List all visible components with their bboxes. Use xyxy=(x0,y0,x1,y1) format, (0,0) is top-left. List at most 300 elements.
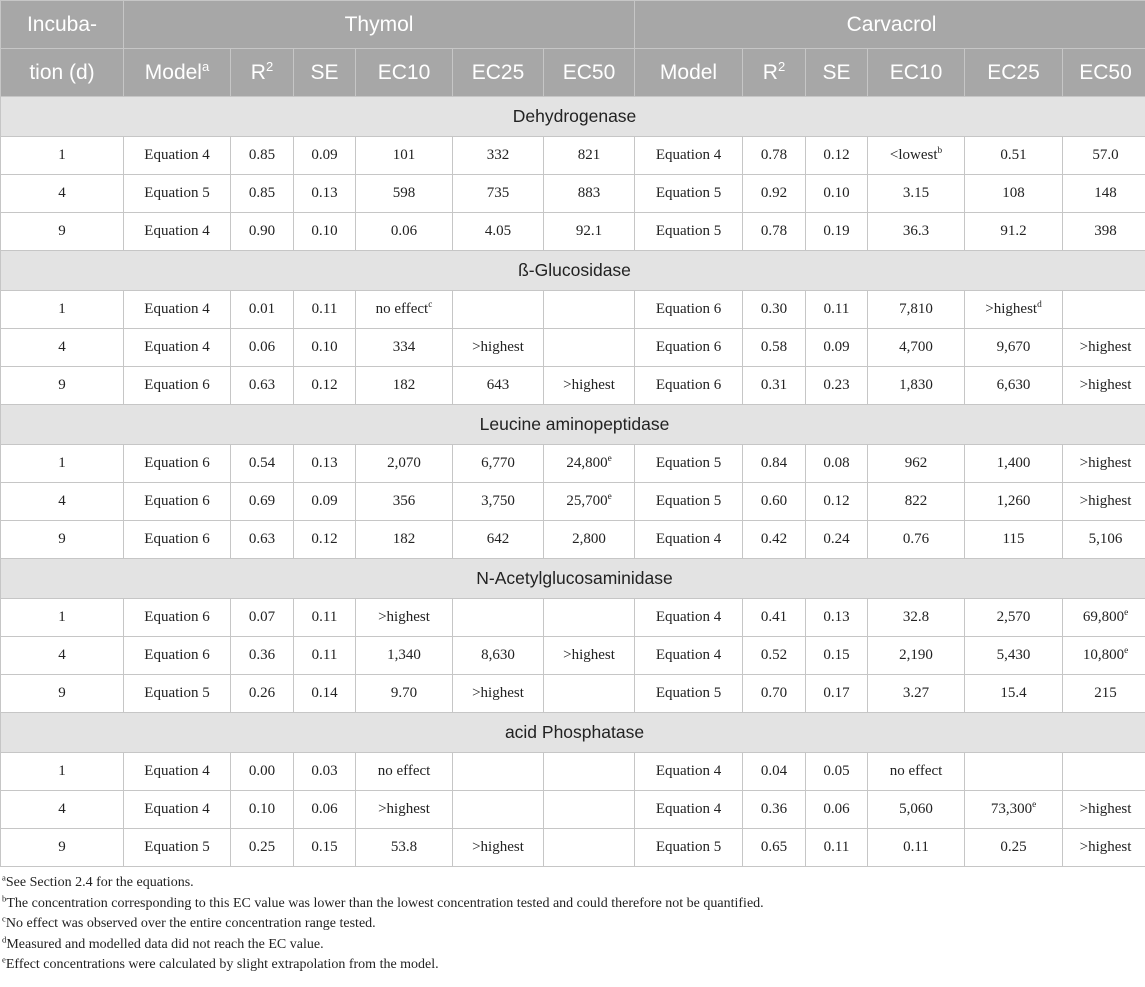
cell-value: 2,070 xyxy=(387,455,421,471)
day-cell: 4 xyxy=(1,637,124,675)
carvacrol-model-cell: Equation 6 xyxy=(635,329,743,367)
thymol-ec50-cell xyxy=(544,521,635,559)
cell-value: 25,700 xyxy=(566,493,608,509)
cell-value: 8,630 xyxy=(481,647,515,663)
thymol-model-cell: Equation 6 xyxy=(124,367,231,405)
footnote-text: Effect concentrations were calculated by slight extrapolation from the model. xyxy=(5,957,439,972)
cell-value: 598 xyxy=(392,185,416,201)
carvacrol-ec10-cell xyxy=(868,675,965,713)
cell-value: 332 xyxy=(486,147,510,163)
cell-value: 32.8 xyxy=(902,609,930,625)
section-title: acid Phosphatase xyxy=(1,713,1145,753)
carvacrol-ec10-cell xyxy=(868,175,965,213)
footnote-mark: d xyxy=(2,933,7,944)
thymol-ec25-cell xyxy=(453,137,544,175)
thymol-se-cell: 0.11 xyxy=(294,637,356,675)
cell-value: >highest xyxy=(1079,377,1132,393)
cell-value: <lowest xyxy=(889,147,938,163)
cell-value: 69,800 xyxy=(1082,609,1125,625)
table-row xyxy=(1,329,1145,367)
thymol-r2-cell: 0.85 xyxy=(231,175,294,213)
thymol-ec50-cell xyxy=(544,175,635,213)
cell-value: 3,750 xyxy=(481,493,515,509)
footnote-mark: e xyxy=(1124,608,1129,618)
thymol-ec50-cell xyxy=(544,675,635,713)
thymol-model-cell: Equation 4 xyxy=(124,137,231,175)
carvacrol-ec50-cell xyxy=(1063,675,1145,713)
thymol-se-cell: 0.10 xyxy=(294,213,356,251)
table-body xyxy=(1,97,1145,867)
cell-value: 92.1 xyxy=(575,223,603,239)
carvacrol-header: Carvacrol xyxy=(635,1,1145,49)
thymol-model-header xyxy=(124,49,231,97)
thymol-r2-cell: 0.63 xyxy=(231,367,294,405)
carvacrol-ec25-cell xyxy=(965,753,1063,791)
carvacrol-se-cell: 0.23 xyxy=(806,367,868,405)
table-row xyxy=(1,291,1145,329)
footnote-text: Measured and modelled data did not reach the EC value. xyxy=(6,936,324,952)
thymol-ec50-cell xyxy=(544,445,635,483)
footnote-mark: e xyxy=(607,492,612,502)
cell-value: 182 xyxy=(392,531,416,547)
cell-value: 5,060 xyxy=(899,801,933,817)
carvacrol-se-cell: 0.17 xyxy=(806,675,868,713)
day-cell: 1 xyxy=(1,753,124,791)
carvacrol-model-cell: Equation 4 xyxy=(635,521,743,559)
thymol-r2-cell: 0.07 xyxy=(231,599,294,637)
carvacrol-ec25-cell xyxy=(965,791,1063,829)
carvacrol-model-cell: Equation 5 xyxy=(635,483,743,521)
carvacrol-ec10-cell xyxy=(868,445,965,483)
cell-value: no effect xyxy=(889,763,943,779)
thymol-ec10-cell xyxy=(356,445,453,483)
thymol-ec10-cell xyxy=(356,829,453,867)
cell-value: >highest xyxy=(1079,839,1132,855)
section-title: Leucine aminopeptidase xyxy=(1,405,1145,445)
thymol-model-cell: Equation 6 xyxy=(124,521,231,559)
section-row xyxy=(1,559,1145,599)
thymol-se-cell: 0.09 xyxy=(294,137,356,175)
carvacrol-r2-header xyxy=(743,49,806,97)
footnote-mark: e xyxy=(1124,646,1129,656)
carvacrol-model-cell: Equation 5 xyxy=(635,675,743,713)
thymol-ec50-cell xyxy=(544,791,635,829)
carvacrol-se-cell: 0.12 xyxy=(806,137,868,175)
day-cell: 9 xyxy=(1,675,124,713)
thymol-r2-cell: 0.85 xyxy=(231,137,294,175)
carvacrol-ec10-header: EC10 xyxy=(868,49,965,97)
thymol-r2-cell: 0.25 xyxy=(231,829,294,867)
thymol-r2-header xyxy=(231,49,294,97)
carvacrol-r2-cell: 0.42 xyxy=(743,521,806,559)
carvacrol-ec10-cell xyxy=(868,829,965,867)
incubation-header-top: Incuba- xyxy=(1,1,124,49)
footnote-mark: b xyxy=(2,892,7,903)
thymol-ec10-cell xyxy=(356,791,453,829)
thymol-ec10-cell xyxy=(356,329,453,367)
thymol-r2-cell: 0.01 xyxy=(231,291,294,329)
carvacrol-se-cell: 0.24 xyxy=(806,521,868,559)
cell-value: 57.0 xyxy=(1092,147,1119,163)
carvacrol-model-cell: Equation 5 xyxy=(635,829,743,867)
thymol-ec50-cell xyxy=(544,599,635,637)
carvacrol-ec50-cell xyxy=(1063,329,1145,367)
cell-value: 6,770 xyxy=(481,455,515,471)
thymol-ec10-cell xyxy=(356,367,453,405)
footnote-text: No effect was observed over the entire concentration range tested. xyxy=(5,916,376,931)
footnote-mark: a xyxy=(2,872,6,883)
thymol-ec25-cell xyxy=(453,521,544,559)
section-row xyxy=(1,251,1145,291)
thymol-ec25-cell xyxy=(453,175,544,213)
thymol-r2-cell: 0.00 xyxy=(231,753,294,791)
carvacrol-se-cell: 0.13 xyxy=(806,599,868,637)
cell-value: 642 xyxy=(486,531,510,547)
day-cell: 9 xyxy=(1,367,124,405)
carvacrol-ec10-cell xyxy=(868,367,965,405)
thymol-ec10-cell xyxy=(356,637,453,675)
cell-value: 108 xyxy=(1002,185,1025,201)
carvacrol-ec25-cell xyxy=(965,213,1063,251)
thymol-ec10-cell xyxy=(356,599,453,637)
cell-value: 356 xyxy=(392,493,416,509)
cell-value: 101 xyxy=(392,147,416,163)
thymol-ec10-header: EC10 xyxy=(356,49,453,97)
cell-value: 2,800 xyxy=(572,531,606,547)
thymol-se-cell: 0.03 xyxy=(294,753,356,791)
carvacrol-r2-cell: 0.58 xyxy=(743,329,806,367)
cell-value: 36.3 xyxy=(902,223,930,239)
carvacrol-ec50-header: EC50 xyxy=(1063,49,1145,97)
thymol-ec50-cell xyxy=(544,483,635,521)
carvacrol-ec50-cell xyxy=(1063,599,1145,637)
table-row xyxy=(1,753,1145,791)
carvacrol-ec25-cell xyxy=(965,445,1063,483)
cell-value: 6,630 xyxy=(996,377,1031,393)
thymol-ec25-cell xyxy=(453,637,544,675)
carvacrol-r2-cell: 0.60 xyxy=(743,483,806,521)
footnote-mark: b xyxy=(937,146,943,156)
thymol-ec10-cell xyxy=(356,137,453,175)
cell-value: no effect xyxy=(375,301,429,317)
cell-value: 822 xyxy=(904,493,928,509)
thymol-ec25-cell xyxy=(453,445,544,483)
carvacrol-ec50-cell xyxy=(1063,291,1145,329)
carvacrol-se-cell: 0.15 xyxy=(806,637,868,675)
cell-value: no effect xyxy=(377,763,431,779)
footnote-mark: d xyxy=(1037,300,1042,310)
cell-value: 2,570 xyxy=(996,609,1031,625)
day-cell: 9 xyxy=(1,213,124,251)
carvacrol-ec25-cell xyxy=(965,367,1063,405)
thymol-r2-cell: 0.69 xyxy=(231,483,294,521)
model-label: Model xyxy=(144,60,202,84)
carvacrol-ec50-cell xyxy=(1063,637,1145,675)
carvacrol-model-cell: Equation 4 xyxy=(635,637,743,675)
thymol-r2-cell: 0.63 xyxy=(231,521,294,559)
cell-value: 4,700 xyxy=(899,339,933,355)
cell-value: 15.4 xyxy=(1000,685,1027,701)
cell-value: 334 xyxy=(392,339,416,355)
thymol-ec10-cell xyxy=(356,291,453,329)
thymol-model-cell: Equation 5 xyxy=(124,829,231,867)
carvacrol-r2-cell: 0.84 xyxy=(743,445,806,483)
carvacrol-ec50-cell xyxy=(1063,483,1145,521)
thymol-r2-cell: 0.06 xyxy=(231,329,294,367)
table-row xyxy=(1,213,1145,251)
thymol-se-cell: 0.15 xyxy=(294,829,356,867)
thymol-ec10-cell xyxy=(356,483,453,521)
cell-value: 73,300 xyxy=(990,801,1033,817)
cell-value: 7,810 xyxy=(899,301,933,317)
carvacrol-ec25-cell xyxy=(965,829,1063,867)
carvacrol-ec25-cell xyxy=(965,675,1063,713)
carvacrol-ec25-cell xyxy=(965,483,1063,521)
r2-superscript: 2 xyxy=(265,58,274,74)
thymol-ec50-cell xyxy=(544,367,635,405)
carvacrol-r2-cell: 0.31 xyxy=(743,367,806,405)
cell-value: 115 xyxy=(1002,531,1025,547)
carvacrol-model-cell: Equation 4 xyxy=(635,599,743,637)
carvacrol-r2-cell: 0.52 xyxy=(743,637,806,675)
carvacrol-ec50-cell xyxy=(1063,521,1145,559)
carvacrol-r2-cell: 0.41 xyxy=(743,599,806,637)
thymol-model-cell: Equation 6 xyxy=(124,445,231,483)
thymol-r2-cell: 0.90 xyxy=(231,213,294,251)
thymol-r2-cell: 0.54 xyxy=(231,445,294,483)
carvacrol-se-cell: 0.11 xyxy=(806,291,868,329)
carvacrol-model-cell: Equation 4 xyxy=(635,791,743,829)
model-footnote-mark: a xyxy=(201,58,210,74)
thymol-ec25-cell xyxy=(453,483,544,521)
cell-value: 5,430 xyxy=(996,647,1031,663)
carvacrol-se-cell: 0.11 xyxy=(806,829,868,867)
cell-value: 735 xyxy=(486,185,510,201)
carvacrol-ec50-cell xyxy=(1063,791,1145,829)
day-cell: 4 xyxy=(1,483,124,521)
thymol-se-header: SE xyxy=(294,49,356,97)
table-row xyxy=(1,445,1145,483)
cell-value: 4.05 xyxy=(484,223,512,239)
carvacrol-model-cell: Equation 6 xyxy=(635,291,743,329)
cell-value: >highest xyxy=(472,339,524,355)
carvacrol-ec50-cell xyxy=(1063,367,1145,405)
cell-value: 53.8 xyxy=(390,839,418,855)
table-row xyxy=(1,175,1145,213)
cell-value: >highest xyxy=(1079,339,1132,355)
cell-value: 1,400 xyxy=(996,455,1031,471)
footnote xyxy=(2,955,1143,976)
thymol-ec25-cell xyxy=(453,213,544,251)
day-cell: 4 xyxy=(1,329,124,367)
footnote-mark: e xyxy=(607,454,612,464)
carvacrol-model-cell: Equation 6 xyxy=(635,367,743,405)
thymol-ec25-cell xyxy=(453,753,544,791)
carvacrol-model-cell: Equation 4 xyxy=(635,137,743,175)
carvacrol-ec25-cell xyxy=(965,175,1063,213)
cell-value: 1,830 xyxy=(899,377,933,393)
day-cell: 1 xyxy=(1,599,124,637)
thymol-ec50-cell xyxy=(544,213,635,251)
thymol-se-cell: 0.12 xyxy=(294,521,356,559)
footnote-mark: c xyxy=(428,300,433,310)
table-row xyxy=(1,367,1145,405)
thymol-ec10-cell xyxy=(356,675,453,713)
footnote xyxy=(2,894,1143,915)
cell-value: 0.76 xyxy=(902,531,930,547)
cell-value: >highest xyxy=(472,685,524,701)
thymol-ec50-header: EC50 xyxy=(544,49,635,97)
thymol-se-cell: 0.09 xyxy=(294,483,356,521)
cell-value: 0.25 xyxy=(1000,839,1027,855)
carvacrol-ec25-cell xyxy=(965,599,1063,637)
thymol-ec50-cell xyxy=(544,637,635,675)
cell-value: 2,190 xyxy=(899,647,933,663)
carvacrol-ec50-cell xyxy=(1063,137,1145,175)
section-title: ß-Glucosidase xyxy=(1,251,1145,291)
carvacrol-ec10-cell xyxy=(868,521,965,559)
carvacrol-model-cell: Equation 5 xyxy=(635,445,743,483)
day-cell: 9 xyxy=(1,521,124,559)
thymol-header: Thymol xyxy=(124,1,635,49)
day-cell: 4 xyxy=(1,791,124,829)
thymol-ec25-cell xyxy=(453,367,544,405)
cell-value: >highest xyxy=(1079,801,1132,817)
carvacrol-ec50-cell xyxy=(1063,175,1145,213)
thymol-se-cell: 0.14 xyxy=(294,675,356,713)
carvacrol-r2-cell: 0.70 xyxy=(743,675,806,713)
footnote xyxy=(2,914,1143,935)
footnote xyxy=(2,935,1143,956)
footnotes xyxy=(0,867,1145,976)
thymol-ec50-cell xyxy=(544,137,635,175)
section-row xyxy=(1,713,1145,753)
carvacrol-se-cell: 0.08 xyxy=(806,445,868,483)
carvacrol-ec10-cell xyxy=(868,483,965,521)
thymol-model-cell: Equation 4 xyxy=(124,791,231,829)
cell-value: 0.06 xyxy=(390,223,418,239)
section-row xyxy=(1,405,1145,445)
carvacrol-se-header: SE xyxy=(806,49,868,97)
table-row xyxy=(1,829,1145,867)
carvacrol-r2-cell: 0.92 xyxy=(743,175,806,213)
carvacrol-se-cell: 0.06 xyxy=(806,791,868,829)
thymol-model-cell: Equation 5 xyxy=(124,175,231,213)
cell-value: 10,800 xyxy=(1082,647,1125,663)
carvacrol-r2-cell: 0.65 xyxy=(743,829,806,867)
thymol-ec50-cell xyxy=(544,753,635,791)
thymol-ec25-cell xyxy=(453,599,544,637)
carvacrol-ec10-cell xyxy=(868,791,965,829)
cell-value: >highest xyxy=(1079,493,1132,509)
thymol-model-cell: Equation 4 xyxy=(124,213,231,251)
carvacrol-se-cell: 0.12 xyxy=(806,483,868,521)
cell-value: 1,340 xyxy=(387,647,421,663)
carvacrol-se-cell: 0.05 xyxy=(806,753,868,791)
thymol-se-cell: 0.12 xyxy=(294,367,356,405)
table-row xyxy=(1,137,1145,175)
incubation-header-bottom: tion (d) xyxy=(1,49,124,97)
carvacrol-ec10-cell xyxy=(868,599,965,637)
cell-value: 148 xyxy=(1094,185,1117,201)
footnote-mark: e xyxy=(2,954,6,965)
cell-value: >highest xyxy=(985,301,1038,317)
cell-value: 9,670 xyxy=(996,339,1031,355)
r2-label: R xyxy=(762,60,778,84)
carvacrol-r2-cell: 0.04 xyxy=(743,753,806,791)
thymol-ec10-cell xyxy=(356,753,453,791)
thymol-model-cell: Equation 4 xyxy=(124,291,231,329)
cell-value: >highest xyxy=(563,647,615,663)
cell-value: 1,260 xyxy=(996,493,1031,509)
thymol-r2-cell: 0.36 xyxy=(231,637,294,675)
thymol-model-cell: Equation 6 xyxy=(124,637,231,675)
day-cell: 9 xyxy=(1,829,124,867)
cell-value: >highest xyxy=(378,801,430,817)
thymol-se-cell: 0.13 xyxy=(294,175,356,213)
thymol-r2-cell: 0.26 xyxy=(231,675,294,713)
table-row xyxy=(1,791,1145,829)
carvacrol-model-cell: Equation 5 xyxy=(635,175,743,213)
cell-value: 9.70 xyxy=(390,685,418,701)
table-row xyxy=(1,521,1145,559)
thymol-ec50-cell xyxy=(544,829,635,867)
carvacrol-ec10-cell xyxy=(868,753,965,791)
thymol-ec10-cell xyxy=(356,213,453,251)
cell-value: 821 xyxy=(577,147,601,163)
footnote-text: See Section 2.4 for the equations. xyxy=(5,875,194,890)
table-row xyxy=(1,483,1145,521)
carvacrol-ec50-cell xyxy=(1063,753,1145,791)
carvacrol-ec10-cell xyxy=(868,637,965,675)
table-row xyxy=(1,637,1145,675)
thymol-ec10-cell xyxy=(356,175,453,213)
carvacrol-se-cell: 0.19 xyxy=(806,213,868,251)
table-row xyxy=(1,675,1145,713)
carvacrol-se-cell: 0.10 xyxy=(806,175,868,213)
carvacrol-ec25-cell xyxy=(965,291,1063,329)
cell-value: 182 xyxy=(392,377,416,393)
thymol-se-cell: 0.10 xyxy=(294,329,356,367)
cell-value: >highest xyxy=(563,377,615,393)
carvacrol-ec25-cell xyxy=(965,329,1063,367)
cell-value: 398 xyxy=(1094,223,1117,239)
carvacrol-se-cell: 0.09 xyxy=(806,329,868,367)
section-row xyxy=(1,97,1145,137)
section-title: Dehydrogenase xyxy=(1,97,1145,137)
thymol-ec25-cell xyxy=(453,675,544,713)
carvacrol-model-header: Model xyxy=(635,49,743,97)
day-cell: 4 xyxy=(1,175,124,213)
carvacrol-ec25-header: EC25 xyxy=(965,49,1063,97)
thymol-ec25-cell xyxy=(453,791,544,829)
footnote xyxy=(2,873,1143,894)
thymol-se-cell: 0.11 xyxy=(294,599,356,637)
cell-value: >highest xyxy=(472,839,524,855)
thymol-model-cell: Equation 4 xyxy=(124,329,231,367)
thymol-ec25-cell xyxy=(453,291,544,329)
thymol-model-cell: Equation 6 xyxy=(124,483,231,521)
thymol-model-cell: Equation 4 xyxy=(124,753,231,791)
carvacrol-ec25-cell xyxy=(965,137,1063,175)
carvacrol-ec10-cell xyxy=(868,291,965,329)
thymol-ec25-header: EC25 xyxy=(453,49,544,97)
thymol-se-cell: 0.11 xyxy=(294,291,356,329)
day-cell: 1 xyxy=(1,137,124,175)
cell-value: 643 xyxy=(486,377,510,393)
cell-value: 0.11 xyxy=(903,839,929,855)
carvacrol-ec50-cell xyxy=(1063,829,1145,867)
